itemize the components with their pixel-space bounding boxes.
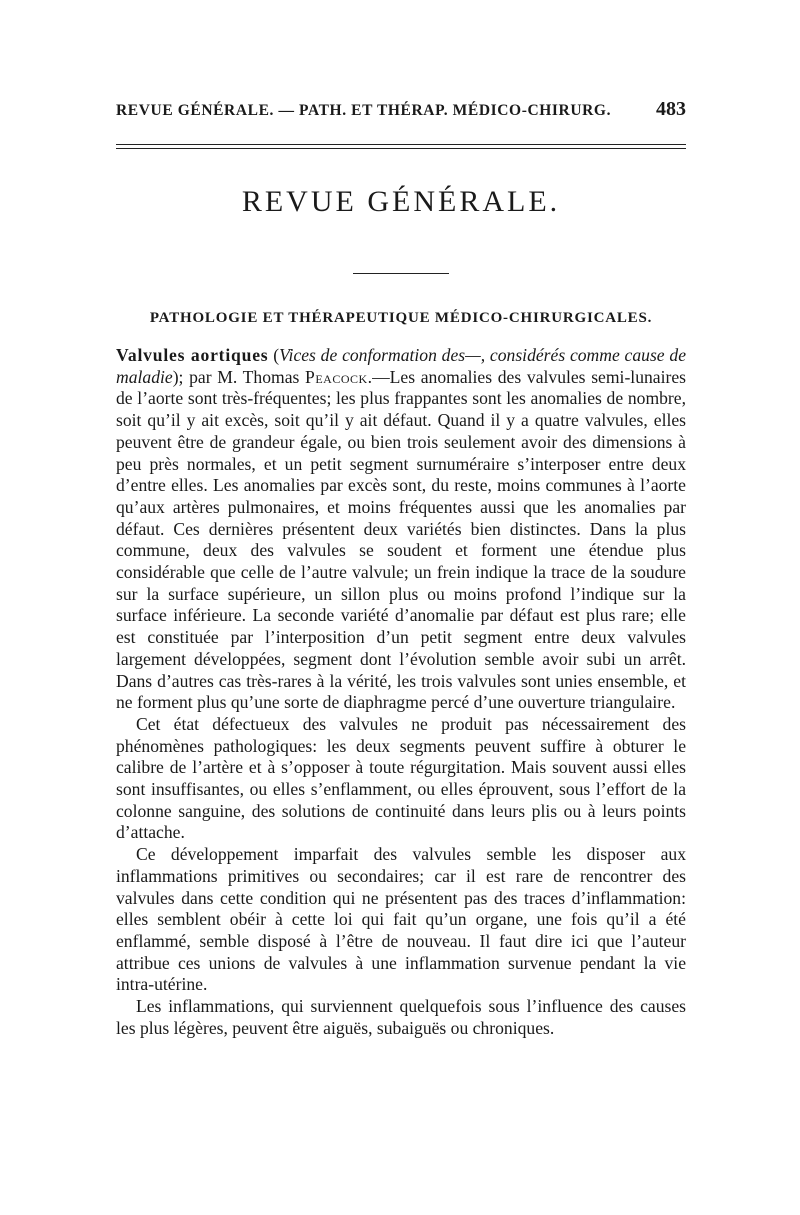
article-body [116, 345, 686, 1040]
lead-italic: Vices de conformation des—, considérés comme cause de maladie [116, 345, 686, 387]
paragraph-1 [116, 345, 686, 714]
paragraph-3: Ce développement imparfait des valvules semble les disposer aux inflammations primitives ou secondaires; car il est rare de rencontrer des valvules dans cette condition qui ne présentent pas des traces d’inflammation: elles semblent obéir à cette loi qui fait qu’un organe, une fois qu’il a été enflammé, semble disposé à l’être de nouveau. Il faut dire ici que l’auteur attribue ces unions de valvules à une inflammation survenue pendant la vie intra-utérine. [116, 844, 686, 995]
author-name: Peacock [305, 366, 368, 387]
running-title: REVUE GÉNÉRALE. — PATH. ET THÉRAP. MÉDICO-CHIRURG. [116, 102, 612, 119]
page [116, 98, 686, 1040]
title-rule [353, 273, 449, 274]
lead-paren-close: ); par M. Thomas [172, 366, 306, 387]
double-rule [116, 144, 686, 149]
paragraph-2: Cet état défectueux des valvules ne produit pas nécessairement des phénomènes pathologiques: les deux segments peuvent suffire à obturer le calibre de l’artère et à s’opposer à toute régurgitation. Mais souvent aussi elles sont insuffisantes, ou elles s’enflamment, ou elles éprouvent, sous l’effort de la colonne sanguine, des solutions de continuité dans leurs plis ou à leurs points d’attache. [116, 713, 686, 843]
section-heading: PATHOLOGIE ET THÉRAPEUTIQUE MÉDICO-CHIRURGICALES. [149, 310, 653, 326]
page-title: REVUE GÉNÉRALE. [241, 185, 561, 218]
running-header [116, 98, 686, 122]
lead-paren-open: ( [268, 345, 280, 365]
lead-term: Valvules aortiques [116, 345, 269, 365]
page-number: 483 [656, 98, 686, 120]
paragraph-1-text: .—Les anomalies des valvules semi-lunaires de l’aorte sont très-fréquentes; les plus frappantes sont les anomalies de nombre, soit qu’il y ait excès, soit qu’il y ait défaut. Quand il y a quatre valvules, elles peuvent être de grandeur égale, ou bien trois seulement avoir des dimensions à peu près normales, et un petit segment surnuméraire s’interposer entre deux d’entre elles. Les anomalies par excès sont, du reste, moins communes à l’aorte qu’aux artères pulmonaires, et moins fréquentes aussi que les anomalies par défaut. Ces dernières présentent deux variétés bien distinctes. Dans la plus commune, deux des valvules se soudent et forment une étendue plus considérable que celle de l’autre valvule; un frein indique la trace de la soudure sur la surface supérieure, un sillon plus ou moins profond l’indique sur la surface inférieure. La seconde variété d’anomalie par défaut est plus rare; elle est constituée par l’interposition d’un petit segment entre deux valvules largement développées, segment dont l’évolution semble avoir subi un arrêt. Dans d’autres cas très-rares à la vérité, les trois valvules sont unies ensemble, et ne forment plus qu’une sorte de diaphragme percé d’une ouverture triangulaire. [116, 366, 686, 713]
paragraph-4: Les inflammations, qui surviennent quelquefois sous l’influence des causes les plus légères, peuvent être aiguës, subaiguës ou chroniques. [116, 996, 686, 1038]
